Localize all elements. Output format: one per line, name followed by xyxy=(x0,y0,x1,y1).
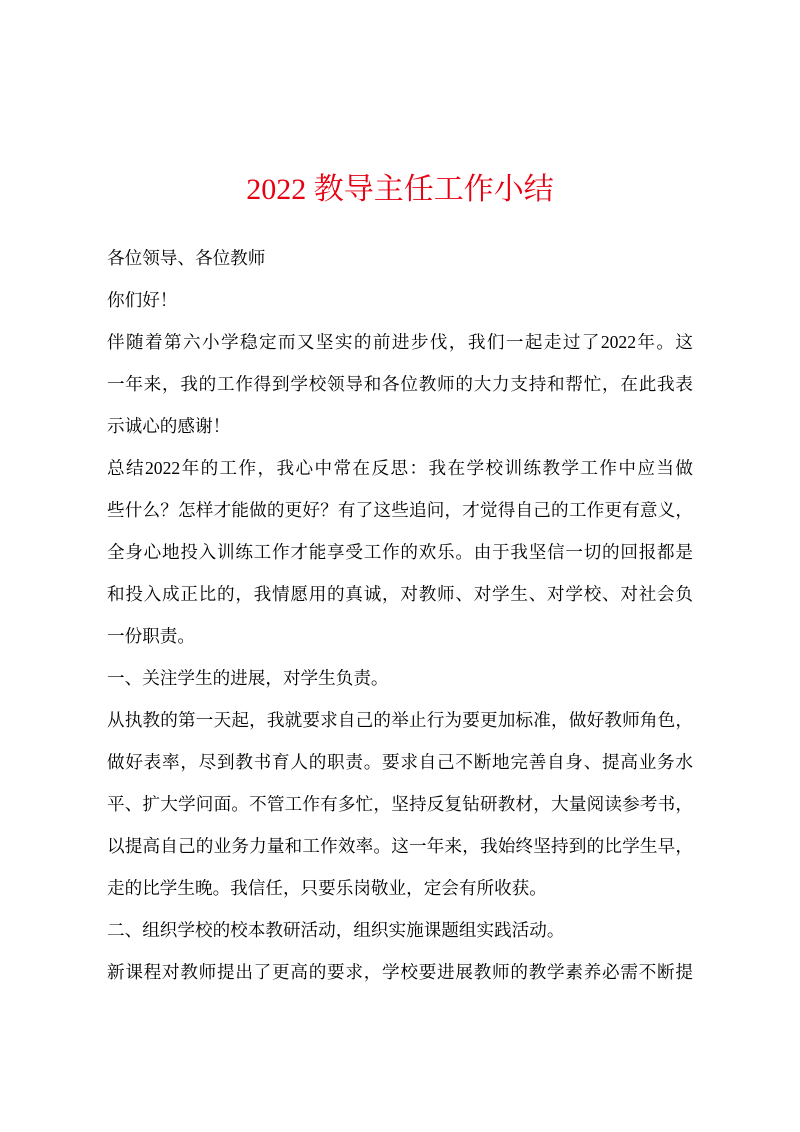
section-heading-2 xyxy=(107,909,693,951)
paragraph xyxy=(107,951,693,993)
paragraph-greeting xyxy=(107,237,693,279)
paragraph xyxy=(107,447,693,657)
document-title: 2022 教导主任工作小结 xyxy=(246,173,554,206)
text-line: 做好表率，尽到教书育人的职责。要求自己不断地完善自身、提高业务水 xyxy=(107,752,693,772)
text-line: 平、扩大学问面。不管工作有多忙，坚持反复钻研教材，大量阅读参考书， xyxy=(107,794,693,814)
paragraph xyxy=(107,699,693,909)
text-line: 以提高自己的业务力量和工作效率。这一年来，我始终坚持到的比学生早， xyxy=(107,836,693,856)
paragraph-salutation xyxy=(107,279,693,321)
text-line: 示诚心的感谢！ xyxy=(107,416,231,436)
paragraph xyxy=(107,321,693,447)
text-line: 一份职责。 xyxy=(107,626,195,646)
text-line: 一年来，我的工作得到学校领导和各位教师的大力支持和帮忙，在此我表 xyxy=(107,374,693,394)
text-line: 你们好！ xyxy=(107,290,178,310)
text-line: 新课程对教师提出了更高的要求，学校要进展教师的教学素养必需不断提 xyxy=(107,962,693,982)
text-line: 伴随着第六小学稳定而又坚实的前进步伐，我们一起走过了2022年。这 xyxy=(107,332,693,352)
section-heading-1 xyxy=(107,657,693,699)
text-line: 和投入成正比的，我情愿用的真诚，对教师、对学生、对学校、对社会负 xyxy=(107,584,693,604)
text-line: 二、组织学校的校本教研活动，组织实施课题组实践活动。 xyxy=(107,920,565,940)
text-line: 一、关注学生的进展，对学生负责。 xyxy=(107,668,389,688)
text-line: 全身心地投入训练工作才能享受工作的欢乐。由于我坚信一切的回报都是 xyxy=(107,542,693,562)
text-line: 从执教的第一天起，我就要求自己的举止行为要更加标准，做好教师角色， xyxy=(107,710,693,730)
text-line: 些什么？怎样才能做的更好？有了这些追问，才觉得自己的工作更有意义， xyxy=(107,500,693,520)
text-line: 走的比学生晚。我信任，只要乐岗敬业，定会有所收获。 xyxy=(107,878,547,898)
document-body xyxy=(107,237,693,993)
text-line: 各位领导、各位教师 xyxy=(107,248,266,268)
text-line: 总结2022年的工作，我心中常在反思：我在学校训练教学工作中应当做 xyxy=(107,458,693,478)
